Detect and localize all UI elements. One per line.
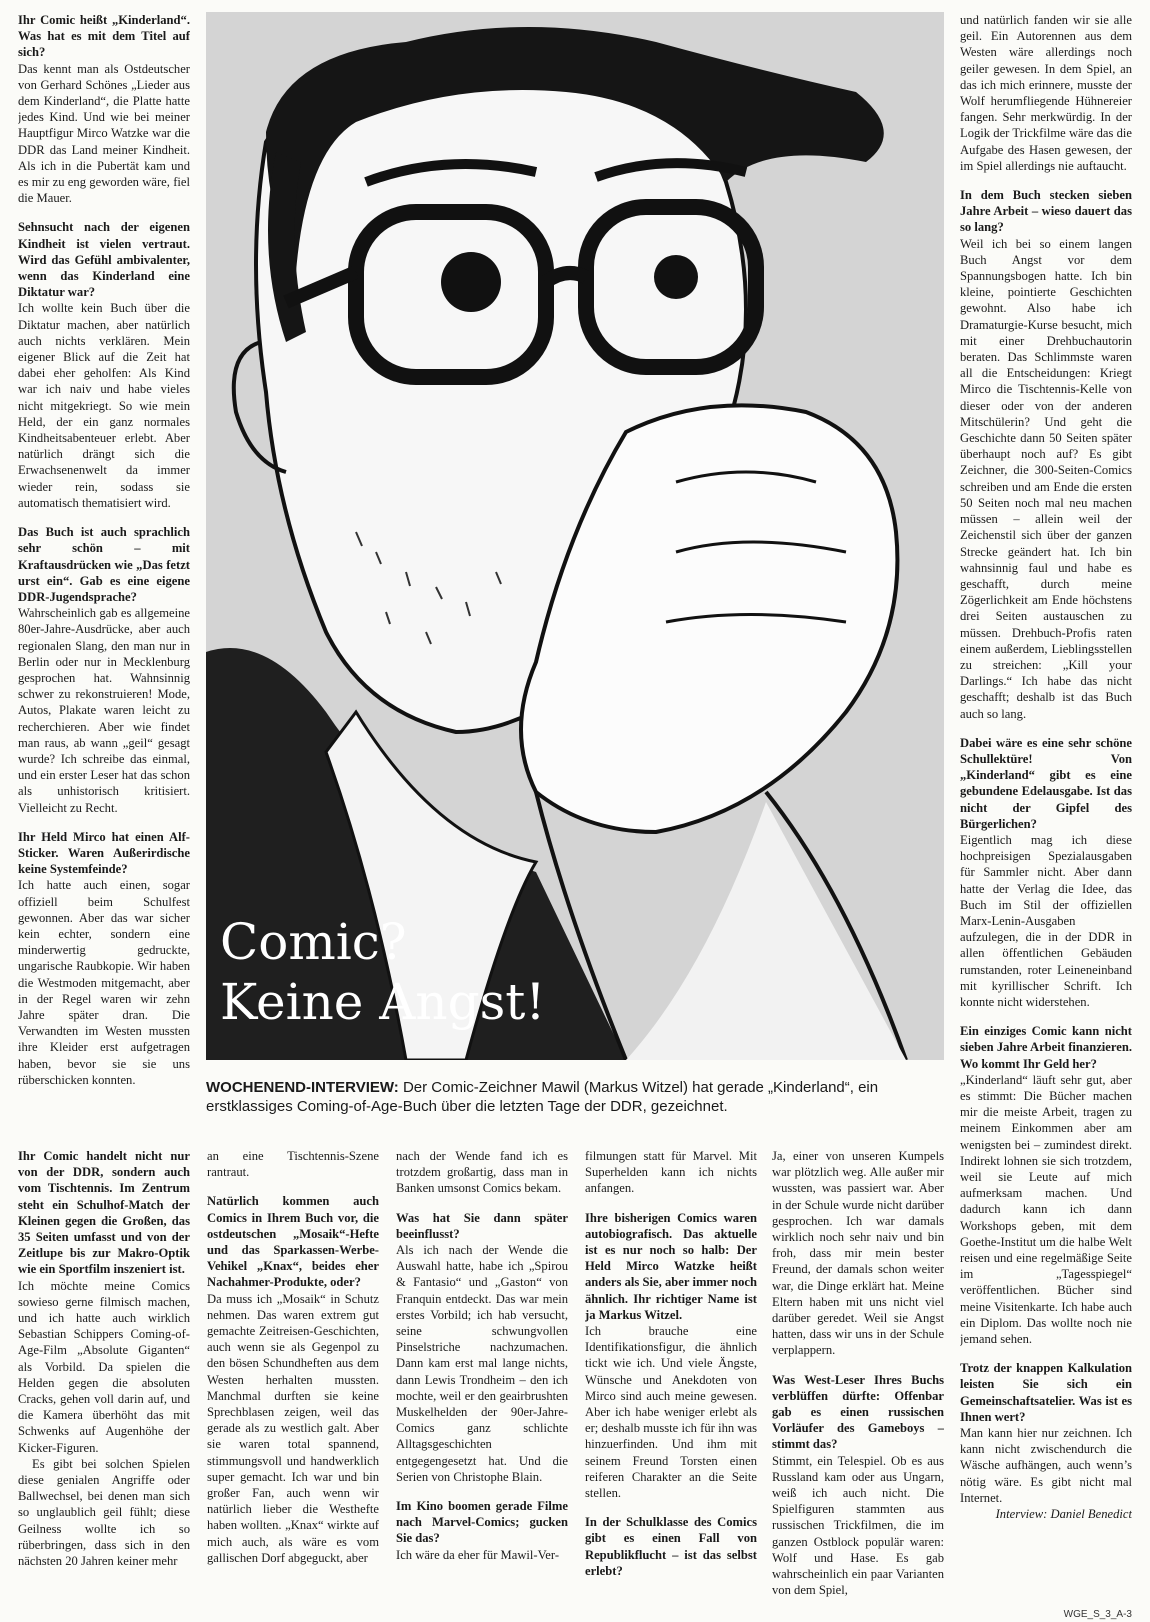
question: Natürlich kommen auch Comics in Ihrem Buch vor, die ostdeutschen „Mosaik“-Hefte und das Sparkassen-Werbe-Vehikel „Knax“, beides eher Nachahmer-Produkte, oder? <box>207 1194 379 1290</box>
bottom-column-5 <box>772 1148 944 1608</box>
answer: Ich wollte kein Buch über die Diktatur machen, aber natürlich auch nichts verklären. Mein eigener Blick auf die Zeit hat dabei eher geholfen: Als Kind war ich naiv und habe vieles nicht mitgekriegt. So wie mein Held, der ein ganz normales Kindheitsabenteuer erlebt. Aber natürlich drängt sich die Erwachsenenwelt da immer wieder rein, sodass sie automatisch thematisiert wird. <box>18 301 190 510</box>
answer: Weil ich bei so einem langen Buch Angst vor dem Spannungsbogen hatte. Ich bin kleine, pointierte Geschichten gewohnt. Also habe ich Dramaturgie-Kurse besucht, mich mit einer Drehbuchautorin beraten. Das Schlimmste waren all die Entscheidungen: Kriegt Mirco die Tischtennis-Kelle von dieser oder von der anderen Mitschülerin? Und geht die Geschichte dann 50 Seiten später überhaupt noch auf? Es gibt Zeichner, die 300-Seiten-Comics schreiben und am Ende die ersten 50 Seiten noch mal neu machen müssen – allein weil der Zeichenstil sich über der ganzen Strecke geändert hat. Ich bin wahnsinnig faul und habe es geschafft, durch meine Zögerlichkeit am Ende höchstens drei Seiten austauschen zu müssen. Drehbuch-Profis raten einem außerdem, Lieblingsstellen zu streichen: „Kill your Darlings.“ Ich habe das nicht geschafft; deshalb ist das Buch auch so lang. <box>960 236 1132 721</box>
answer: nach der Wende fand ich es trotzdem großartig, dass man in Banken umsonst Comics bekam. <box>396 1149 568 1196</box>
bottom-column-3 <box>396 1148 568 1608</box>
question: Was West-Leser Ihres Buchs verblüffen dürfte: Offenbar gab es einen russischen Vorläufer des Gameboys – stimmt das? <box>772 1372 944 1452</box>
question: Im Kino boomen gerade Filme nach Marvel-Comics; gucken Sie das? <box>396 1499 568 1546</box>
answer: „Kinderland“ läuft sehr gut, aber es stimmt: Die Bücher machen mir die meiste Arbeit, tragen zu meinem Einkommen aber am wenigsten bei – zumindest direkt. Indirekt lohnen sie sich trotzdem, weil sie Leute auf mich aufmerksam machen. Und dadurch kann ich dann Workshops geben, mit dem Goethe-Institut um die halbe Welt reisen und eine regelmäßige Seite im „Tagesspiegel“ veröffentlichen. Bücher sind meine Visitenkarte. Ich habe auch ein Diplom. Das wollte noch nie jemand sehen. <box>960 1072 1132 1347</box>
question: Ihr Held Mirco hat einen Alf-Sticker. Waren Außerirdische keine Systemfeinde? <box>18 829 190 877</box>
answer: Ich möchte meine Comics sowieso gerne filmisch machen, und ich hatte auch wirklich Sebastian Schippers Coming-of-Age-Film „Absolute Giganten“ als Vorbild. Da spielen die Helden gegen die absoluten Cracks, gehen voll darin auf, und die Kamera überhöht das mit Schwenks auf Augenhöhe der Kicker-Figuren. <box>18 1278 190 1455</box>
answer: Das kennt man als Ostdeutscher von Gerhard Schönes „Lieder aus dem Kinderland“, die Platte hatte jedes Kind. Und wie bei meiner Hauptfigur Mirco Watzke war die DDR das Land meiner Kindheit. Als ich in die Pubertät kam und es mir zu eng geworden wäre, fiel die Mauer. <box>18 61 190 206</box>
headline-line-2: Keine Angst! <box>220 973 546 1031</box>
caption <box>206 1078 946 1116</box>
question: Sehnsucht nach der eigenen Kindheit ist vielen vertraut. Wird das Gefühl ambivalenter, wenn das Kinderland eine Diktatur war? <box>18 220 190 300</box>
bottom-column-1 <box>18 1148 190 1608</box>
question: Ihr Comic handelt nicht nur von der DDR, sondern auch vom Tischtennis. Im Zentrum steht ein Schulhof-Match der Kleinen gegen die Großen, das 35 Seiten umfasst und von der Zeitlupe bis zur Makro-Optik wie ein Sportfilm inszeniert ist. <box>18 1149 190 1277</box>
answer: Ich hatte auch einen, sogar offiziell beim Schulfest gewonnen. Aber das war sicher kein echter, sondern eine minderwertig gedruckte, ungarische Raubkopie. Wir haben die Westmoden mitgemacht, aber in der Regel waren wir zehn Jahre später dran. Die Verwandten im Westen mussten ihre Kleider erst aufgetragen haben, bevor sie sie uns rüberschicken konnten. <box>18 878 190 1087</box>
page-folio: WGE_S_3_A-3 <box>1063 1609 1132 1620</box>
portrait-drawing-icon <box>206 12 944 1060</box>
answer: Eigentlich mag ich diese hochpreisigen Spezialausgaben für Sammler nicht. Aber dann hatte der Verlag die Idee, das Buch im Stil der offiziellen Marx-Lenin-Ausgaben aufzulegen, die in der DDR in allen öffentlichen Gebäuden rumstanden, roter Leineneinband mit kyrillischer Schrift. Ich konnte nicht widerstehen. <box>960 832 1132 1009</box>
headline-line-1: Comic? <box>220 913 407 971</box>
question: Ihre bisherigen Comics waren autobiografisch. Das aktuelle ist es nur noch so halb: Der Held Mirco Watzke heißt anders als Sie, aber immer noch ähnlich. Ihr richtiger Name ist ja Markus Witzel. <box>585 1210 757 1322</box>
caption-kicker: WOCHENEND-INTERVIEW: <box>206 1079 399 1096</box>
bottom-column-2 <box>207 1148 379 1608</box>
left-column <box>18 12 190 1132</box>
answer: Als ich nach der Wende die Auswahl hatte, habe ich „Spirou & Fantasio“ und „Gaston“ von Franquin entdeckt. Das war mein erstes Vorbild; ich hab versucht, seine schwungvollen Pinselstriche nachzumachen. Dann kam erst mal lange nichts, dann Lewis Trondheim – den ich mochte, weil er den geairbrushten Muskelhelden der 90er-Jahre-Comics ganz schlichte Alltagsgeschichten entgegengesetzt hat. Und die Serien von Christophe Blain. <box>396 1243 568 1484</box>
answer: Man kann hier nur zeichnen. Ich kann nicht zwischendurch die Wäsche aufhängen, auch wenn’s nötig wäre. Es gibt nicht mal Internet. <box>960 1426 1132 1505</box>
answer: und natürlich fanden wir sie alle geil. Ein Autorennen aus dem Westen wäre allerdings noch geiler gewesen. In dem Spiel, an das ich mich erinnere, musste der Wolf herumfliegende Hühnereier fangen. Sehr merkwürdig. In der Logik der Trickfilme wäre das die Aufgabe des Hasen gewesen, der im Spiel allerdings nie auftaucht. <box>960 13 1132 173</box>
signature: Interview: Daniel Benedict <box>995 1507 1132 1522</box>
bottom-column-4 <box>585 1148 757 1608</box>
answer: Da muss ich „Mosaik“ in Schutz nehmen. Das waren extrem gut gemachte Zeitreisen-Geschichten, auch wenn sie als Gegenpol zu den bösen Schundheften aus dem Westen herhalten mussten. Manchmal durften sie keine Sprechblasen zeigen, weil das gerade als zu westlich galt. Aber sie waren total spannend, stimmungsvoll und handwerklich super gemacht. Ich war und bin großer Fan, auch wenn wir natürlich lieber die Westhefte haben wollten. „Knax“ wirkte auf mich auch, als wäre es vom gallischen Dorf abgeguckt, aber <box>207 1291 379 1565</box>
answer: Ich brauche eine Identifikationsfigur, die ähnlich tickt wie ich. Und viele Ängste, Wünsche und Anekdoten von Mirco sind auch meine gewesen. Aber ich habe weniger erlebt als er; deshalb musste ich für ihn was hinzuerfinden. Und ihm mit seinem Freund Torsten einen reiferen Charakter an die Seite stellen. <box>585 1324 757 1501</box>
question: In dem Buch stecken sieben Jahre Arbeit – wieso dauert das so lang? <box>960 188 1132 235</box>
portrait-illustration <box>206 12 944 1060</box>
question: Was hat Sie dann später beeinflusst? <box>396 1210 568 1241</box>
question: Ihr Comic heißt „Kinderland“. Was hat es mit dem Titel auf sich? <box>18 13 190 60</box>
answer: filmungen statt für Marvel. Mit Superhelden kann ich nichts anfangen. <box>585 1149 757 1196</box>
answer: Wahrscheinlich gab es allgemeine 80er-Jahre-Ausdrücke, aber auch regionalen Slang, den man nur in Berlin oder nur in Mecklenburg gesprochen hat. Wahnsinnig schwer zu rekonstruieren! Mode, Autos, Plakate waren leicht zu recherchieren. Aber wie findet man raus, ab wann „geil“ gesagt wurde? Ich schreibe das einmal, und ein erster Leser hat das schon als unhistorisch kritisiert. Vielleicht zu Recht. <box>18 606 190 815</box>
question: Ein einziges Comic kann nicht sieben Jahre Arbeit finanzieren. Wo kommt Ihr Geld her? <box>960 1024 1132 1071</box>
answer: Ja, einer von unseren Kumpels war plötzlich weg. Alle außer mir wussten, was passiert war. Aber in der Schule wurde nicht darüber gesprochen. Ich war damals wirklich noch sehr naiv und bin froh, dass mir mein bester Freund, der damals schon weiter war, die Dinge erklärt hat. Meine Eltern haben mit uns nicht viel darüber geredet. Weil sie Angst hatten, dass wir uns in der Schule verplappern. <box>772 1149 944 1358</box>
headline <box>220 912 545 1032</box>
question: Das Buch ist auch sprachlich sehr schön – mit Kraftausdrücken wie „Das fetzt urst ein“. Gab es eine eigene DDR-Jugendsprache? <box>18 525 190 604</box>
answer: Es gibt bei solchen Spielen diese genialen Angriffe oder Ballwechsel, bei denen man sich so unglaublich geil fühlt; diese Geilness wollte ich so rüberbringen, dass sich in den nächsten 20 Jahren keiner mehr <box>18 1456 190 1569</box>
answer: Ich wäre da eher für Mawil-Ver- <box>396 1547 560 1562</box>
question: Trotz der knappen Kalkulation leisten Sie sich ein Gemeinschaftsatelier. Was ist es Ihnen wert? <box>960 1361 1132 1424</box>
question: In der Schulklasse des Comics gibt es einen Fall von Republikflucht – ist das selbst erlebt? <box>585 1515 757 1578</box>
answer: Stimmt, ein Telespiel. Ob es aus Russland kam oder aus Ungarn, weiß ich auch nicht. Die Spielfiguren stammten aus russischen Trickfilmen, die im ganzen Ostblock populär waren: Wolf und Hase. Es gab wahrscheinlich ein paar Varianten von dem Spiel, <box>772 1453 944 1598</box>
caption-text: Der Comic-Zeichner Mawil (Markus Witzel) hat gerade „Kinderland“, ein erstklassiges Coming-of-Age-Buch über die letzten Tage der DDR, gezeichnet. <box>206 1079 879 1115</box>
answer: an eine Tischtennis-Szene rantraut. <box>207 1149 379 1180</box>
question: Dabei wäre es eine sehr schöne Schullektüre! Von „Kinderland“ gibt es eine gebundene Edelausgabe. Ist das nicht der Gipfel des Bürgerlichen? <box>960 735 1132 831</box>
right-column <box>960 12 1132 1617</box>
